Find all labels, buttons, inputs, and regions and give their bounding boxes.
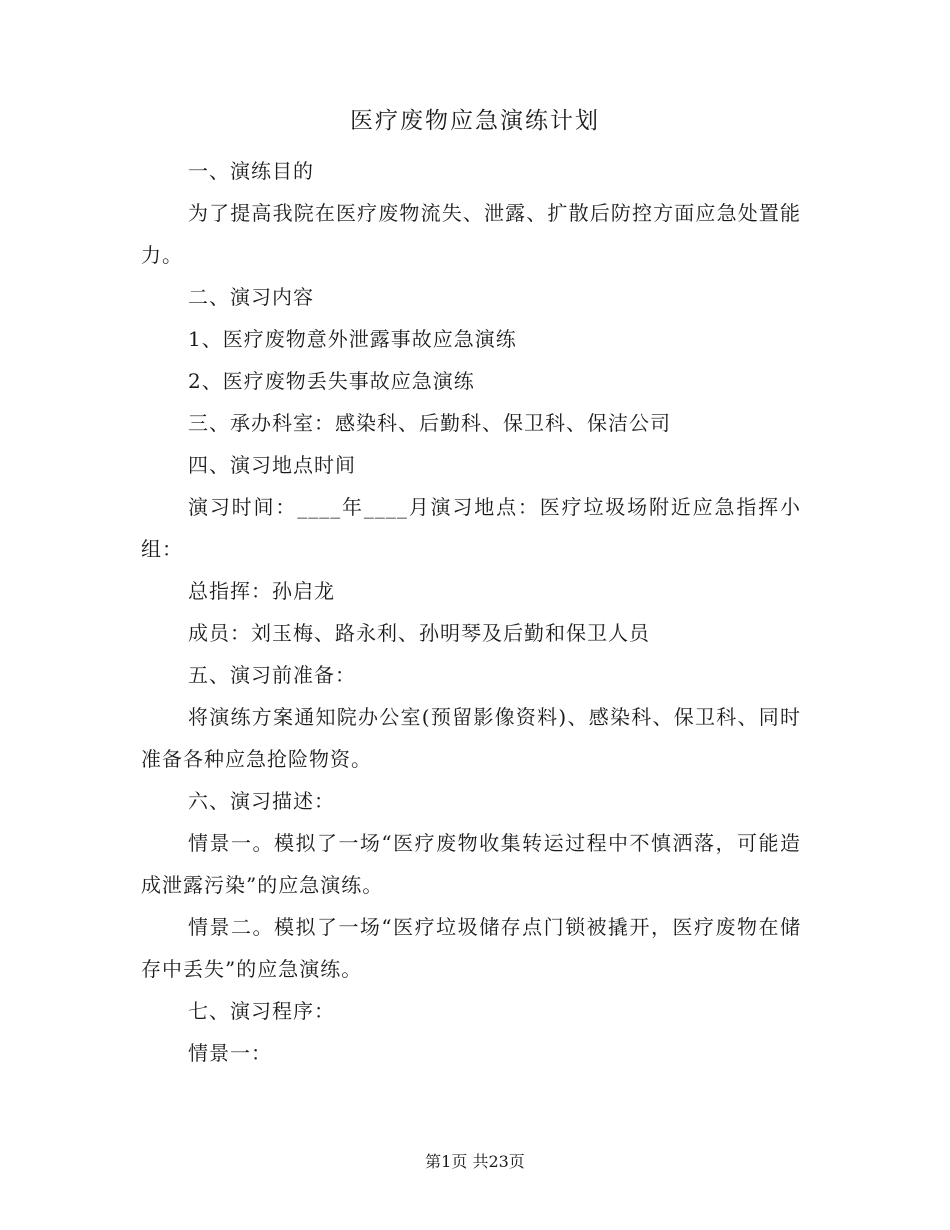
paragraph-scenario-one: 情景一。模拟了一场“医疗废物收集转运过程中不慎洒落，可能造成泄露污染”的应急演练。 bbox=[141, 831, 801, 897]
heading-departments: 三、承办科室：感染科、后勤科、保卫科、保洁公司 bbox=[188, 411, 671, 435]
paragraph-scenario-one-label: 情景一： bbox=[188, 1041, 272, 1065]
paragraph-scenario-two: 情景二。模拟了一场“医疗垃圾储存点门锁被撬开，医疗废物在储存中丢失”的应急演练。 bbox=[141, 915, 801, 981]
paragraph-commander: 总指挥：孙启龙 bbox=[188, 579, 335, 603]
heading-description: 六、演习描述： bbox=[188, 789, 335, 813]
document-title: 医疗废物应急演练计划 bbox=[350, 108, 600, 134]
paragraph-purpose: 为了提高我院在医疗废物流失、泄露、扩散后防控方面应急处置能力。 bbox=[141, 201, 801, 267]
paragraph-preparation: 将演练方案通知院办公室(预留影像资料)、感染科、保卫科、同时准备各种应急抢险物资。 bbox=[141, 705, 801, 771]
heading-location-time: 四、演习地点时间 bbox=[188, 453, 356, 477]
paragraph-time-location: 演习时间：____年____月演习地点：医疗垃圾场附近应急指挥小组： bbox=[141, 495, 801, 561]
list-item-loss-drill: 2、医疗废物丢失事故应急演练 bbox=[188, 369, 475, 393]
page-number: 第1页 共23页 bbox=[425, 1152, 525, 1171]
paragraph-members: 成员：刘玉梅、路永利、孙明琴及后勤和保卫人员 bbox=[188, 621, 650, 645]
heading-procedure: 七、演习程序： bbox=[188, 999, 335, 1023]
heading-content: 二、演习内容 bbox=[188, 285, 314, 309]
document-body bbox=[141, 150, 801, 1074]
heading-purpose: 一、演练目的 bbox=[188, 159, 314, 183]
list-item-leak-drill: 1、医疗废物意外泄露事故应急演练 bbox=[188, 327, 517, 351]
heading-preparation: 五、演习前准备： bbox=[188, 663, 356, 687]
